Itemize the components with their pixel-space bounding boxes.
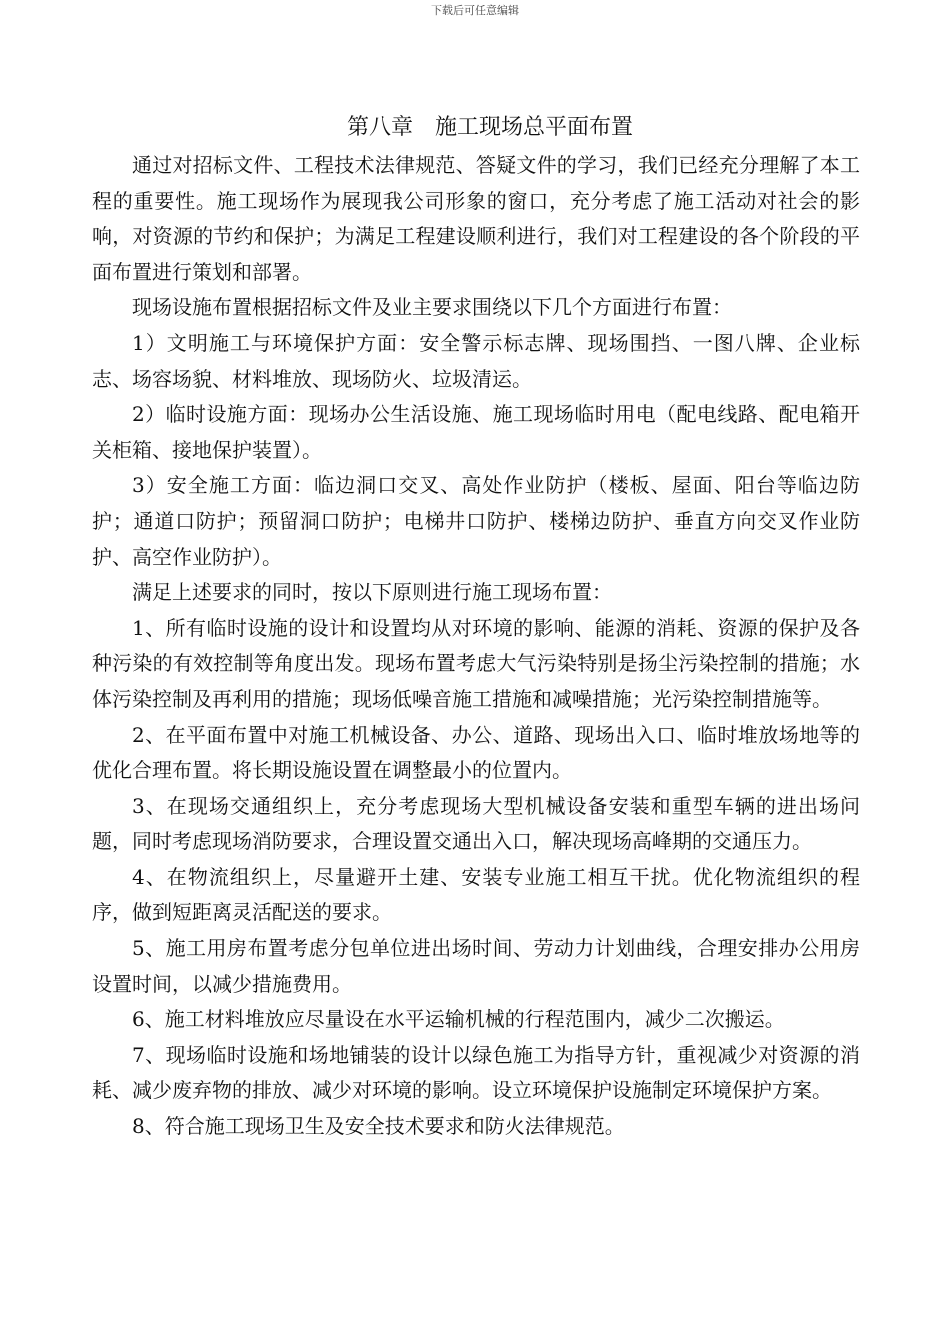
paragraph-principle-4: 4、在物流组织上，尽量避开土建、安装专业施工相互干扰。优化物流组织的程序，做到短距离灵活配送的要求。	[92, 864, 860, 925]
paragraph-facility-scope: 现场设施布置根据招标文件及业主要求围绕以下几个方面进行布置：	[132, 295, 732, 320]
paragraph-principle-2: 2、在平面布置中对施工机械设备、办公、道路、现场出入口、临时堆放场地等的优化合理布置。将长期设施设置在调整最小的位置内。	[92, 722, 860, 783]
paragraph-principle-8: 8、符合施工现场卫生及安全技术要求和防火法律规范。	[132, 1114, 625, 1139]
paragraph-principle-1: 1、所有临时设施的设计和设置均从对环境的影响、能源的消耗、资源的保护及各种污染的有效控制等角度出发。现场布置考虑大气污染特别是扬尘污染控制的措施；水体污染控制及再利用的措施；现场低噪音施工措施和减噪措施；光污染控制措施等。	[92, 615, 860, 711]
paragraph-item-1: 1）文明施工与环境保护方面：安全警示标志牌、现场围挡、一图八牌、企业标志、场容场貌、材料堆放、现场防火、垃圾清运。	[92, 330, 860, 391]
paragraph-principles-intro: 满足上述要求的同时，按以下原则进行施工现场布置：	[132, 580, 612, 605]
chapter-title: 第八章 施工现场总平面布置	[346, 115, 633, 140]
paragraph-principle-6: 6、施工材料堆放应尽量设在水平运输机械的行程范围内，减少二次搬运。	[132, 1007, 785, 1032]
paragraph-item-3: 3）安全施工方面：临边洞口交叉、高处作业防护（楼板、屋面、阳台等临边防护；通道口防护；预留洞口防护；电梯井口防护、楼梯边防护、垂直方向交叉作业防护、高空作业防护）。	[92, 473, 860, 569]
paragraph-item-2: 2）临时设施方面：现场办公生活设施、施工现场临时用电（配电线路、配电箱开关柜箱、接地保护装置）。	[92, 402, 860, 462]
document-body	[92, 108, 860, 1145]
paragraph-principle-3: 3、在现场交通组织上，充分考虑现场大型机械设备安装和重型车辆的进出场问题，同时考虑现场消防要求，合理设置交通出入口，解决现场高峰期的交通压力。	[92, 793, 860, 854]
paragraph-intro: 通过对招标文件、工程技术法律规范、答疑文件的学习，我们已经充分理解了本工程的重要性。施工现场作为展现我公司形象的窗口，充分考虑了施工活动对社会的影响，对资源的节约和保护；为满足工程建设顺利进行，我们对工程建设的各个阶段的平面布置进行策划和部署。	[92, 153, 860, 284]
paragraph-principle-5: 5、施工用房布置考虑分包单位进出场时间、劳动力计划曲线，合理安排办公用房设置时间，以减少措施费用。	[92, 936, 860, 996]
paragraph-principle-7: 7、现场临时设施和场地铺装的设计以绿色施工为指导方针，重视减少对资源的消耗、减少废弃物的排放、减少对环境的影响。设立环境保护设施制定环境保护方案。	[92, 1042, 860, 1103]
page-header-note: 下载后可任意编辑	[431, 4, 519, 17]
